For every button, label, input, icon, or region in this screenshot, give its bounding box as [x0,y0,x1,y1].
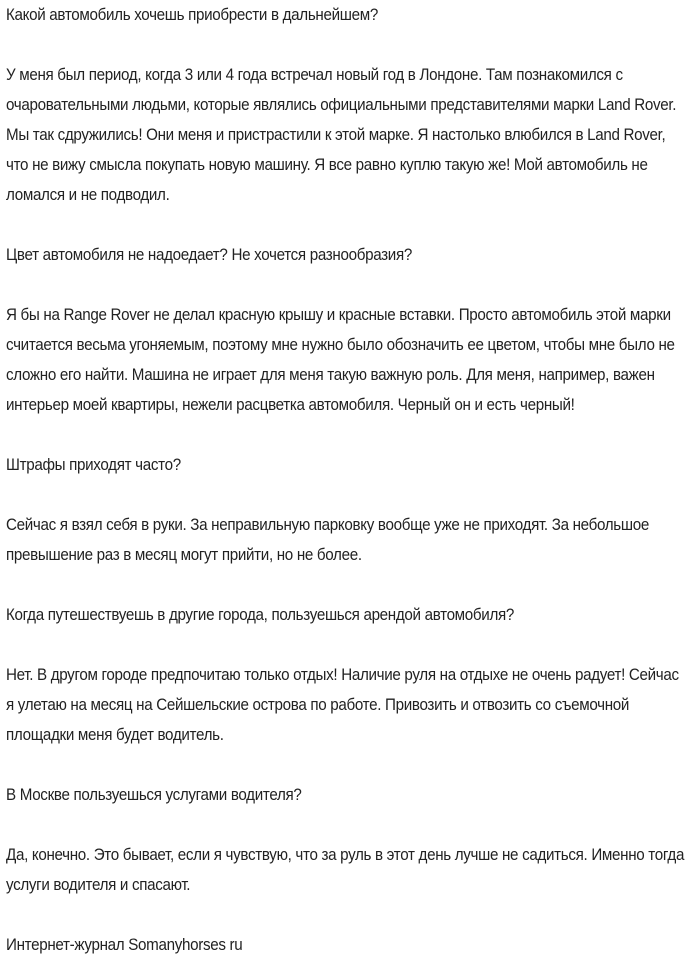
answer-car-choice: У меня был период, когда 3 или 4 года встречал новый год в Лондоне. Там познакомился с очаровательными людьми, которые являлись официальными представителями марки Land Rover. Мы так сдружились! Они меня и пристрастили к этой марке. Я настолько влюбился в Land Rover, что не вижу смысла покупать новую машину. Я все равно куплю такую же! Мой автомобиль не ломался и не подводил. [6,66,677,204]
question-car-color: Цвет автомобиля не надоедает? Не хочется разнообразия? [6,246,412,264]
question-car-choice: Какой автомобиль хочешь приобрести в дальнейшем? [6,6,378,24]
question-car-rental: Когда путешествуешь в другие города, пользуешься арендой автомобиля? [6,606,515,624]
answer-car-color: Я бы на Range Rover не делал красную крышу и красные вставки. Просто автомобиль этой марки считается весьма угоняемым, поэтому мне нужно было обозначить ее цветом, чтобы мне было не сложно его найти. Машина не играет для меня такую важную роль. Для меня, например, важен интерьер моей квартиры, нежели расцветка автомобиля. Черный он и есть черный! [6,306,675,414]
answer-driver-moscow: Да, конечно. Это бывает, если я чувствую, что за руль в этот день лучше не садиться. Именно тогда услуги водителя и спасают. [6,846,685,894]
question-fines: Штрафы приходят часто? [6,456,181,474]
answer-car-rental: Нет. В другом городе предпочитаю только отдых! Наличие руля на отдыхе не очень радует! Сейчас я улетаю на месяц на Сейшельские острова по работе. Привозить и отвозить со съемочной площадки меня будет водитель. [6,666,679,744]
source-credit: Интернет-журнал Somanyhorses ru [6,936,243,954]
answer-fines: Сейчас я взял себя в руки. За неправильную парковку вообще уже не приходят. За небольшое превышение раз в месяц могут прийти, но не более. [6,516,649,564]
question-driver-moscow: В Москве пользуешься услугами водителя? [6,786,302,804]
